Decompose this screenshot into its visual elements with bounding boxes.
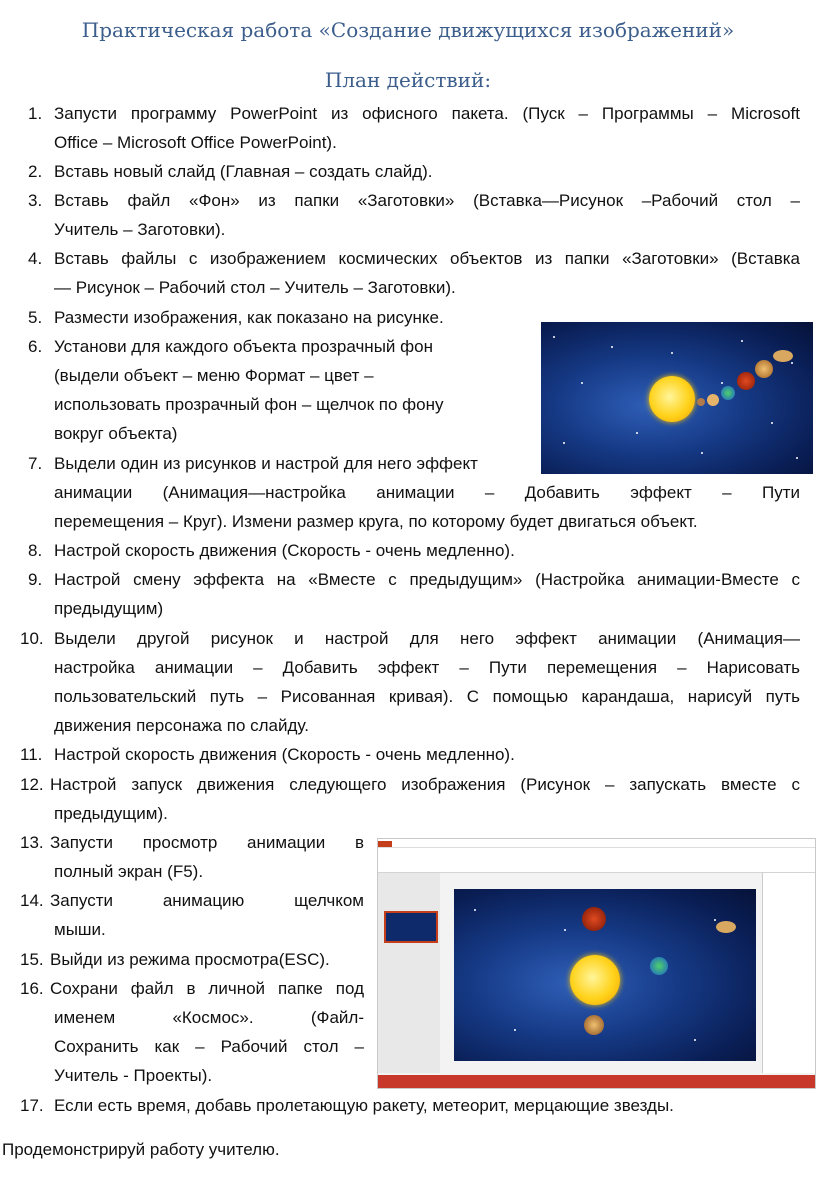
item-16-line-1: Сохрани файл в личной папке под: [50, 979, 364, 998]
plan-heading: План действий:: [324, 68, 492, 92]
item-7-line-3: перемещения – Круг). Измени размер круга, по которому будет двигаться объект.: [54, 512, 698, 531]
item-16-line-3: Сохранить как – Рабочий стол –: [54, 1037, 364, 1056]
item-6-line-1: Установи для каждого объекта прозрачный фон: [54, 337, 433, 356]
item-10-line-3: пользовательский путь – Рисованная кривая). С помощью карандаша, нарисуй путь: [54, 687, 800, 706]
item-10-line-1: Выдели другой рисунок и настрой для него эффект анимации (Анимация—: [54, 629, 800, 648]
item-number: 8.: [28, 541, 43, 560]
footer-note: Продемонстрируй работу учителю.: [2, 1140, 280, 1159]
mars-icon: [737, 372, 755, 390]
mercury-icon: [697, 398, 705, 406]
item-14-line-2: мыши.: [54, 920, 106, 939]
venus-icon: [707, 394, 719, 406]
item-number: 17.: [20, 1096, 44, 1115]
earth-icon: [721, 386, 735, 400]
item-2-line-1: Вставь новый слайд (Главная – создать слайд).: [54, 162, 433, 181]
item-number: 11.: [20, 745, 43, 764]
item-6-line-2: (выдели объект – меню Формат – цвет –: [54, 366, 374, 385]
item-13-line-1: Запусти просмотр анимации в: [50, 833, 364, 852]
item-number: 5.: [28, 308, 43, 327]
item-number: 12.: [20, 775, 44, 794]
item-number: 10.: [20, 629, 44, 648]
page-title: Практическая работа «Создание движущихся изображений»: [81, 18, 735, 42]
item-12-line-1: Настрой запуск движения следующего изображения (Рисунок – запускать вместе с: [50, 775, 800, 794]
item-10-line-2: настройка анимации – Добавить эффект – Пути перемещения – Нарисовать: [54, 658, 800, 677]
item-8-line-1: Настрой скорость движения (Скорость - очень медленно).: [54, 541, 515, 560]
item-13-line-2: полный экран (F5).: [54, 862, 204, 881]
saturn-icon: [773, 350, 793, 362]
item-4-line-2: — Рисунок – Рабочий стол – Учитель – Заготовки).: [54, 278, 456, 297]
sun-icon: [649, 376, 695, 422]
item-17-line-1: Если есть время, добавь пролетающую ракету, метеорит, мерцающие звезды.: [54, 1096, 674, 1115]
item-5-line-1: Размести изображения, как показано на рисунке.: [54, 308, 444, 327]
item-number: 9.: [28, 570, 43, 589]
item-1-line-2: Office – Microsoft Office PowerPoint).: [54, 133, 337, 152]
item-number: 3.: [28, 191, 43, 210]
item-14-line-1: Запусти анимацию щелчком: [50, 891, 364, 910]
item-16-line-2: именем «Космос». (Файл-: [54, 1008, 364, 1027]
item-number: 1.: [28, 104, 43, 123]
item-12-line-2: предыдущим).: [54, 804, 168, 823]
jupiter-icon: [755, 360, 773, 378]
item-4-line-1: Вставь файлы с изображением космических объектов из папки «Заготовки» (Вставка: [54, 249, 800, 268]
item-10-line-4: движения персонажа по слайду.: [54, 716, 309, 735]
item-9-line-1: Настрой смену эффекта на «Вместе с предыдущим» (Настройка анимации-Вместе с: [54, 570, 800, 589]
item-number: 13.: [20, 833, 44, 852]
powerpoint-screenshot: [377, 838, 816, 1089]
item-7-line-1: Выдели один из рисунков и настрой для него эффект: [54, 454, 478, 473]
item-1-line-1: Запусти программу PowerPoint из офисного пакета. (Пуск – Программы – Microsoft: [54, 104, 800, 123]
item-number: 4.: [28, 249, 43, 268]
item-6-line-4: вокруг объекта): [54, 424, 178, 443]
item-number: 7.: [28, 454, 43, 473]
item-number: 2.: [28, 162, 43, 181]
solar-system-image: [541, 322, 813, 474]
item-number: 6.: [28, 337, 43, 356]
item-number: 14.: [20, 891, 44, 910]
item-3-line-1: Вставь файл «Фон» из папки «Заготовки» (Вставка—Рисунок –Рабочий стол –: [54, 191, 800, 210]
item-number: 16.: [20, 979, 44, 998]
item-3-line-2: Учитель – Заготовки).: [54, 220, 226, 239]
item-number: 15.: [20, 950, 44, 969]
item-7-line-2: анимации (Анимация—настройка анимации – Добавить эффект – Пути: [54, 483, 800, 502]
item-6-line-3: использовать прозрачный фон – щелчок по фону: [54, 395, 444, 414]
item-16-line-4: Учитель - Проекты).: [54, 1066, 213, 1085]
item-15-line-1: Выйди из режима просмотра(ESC).: [50, 950, 330, 969]
item-9-line-2: предыдущим): [54, 599, 164, 618]
item-11-line-1: Настрой скорость движения (Скорость - очень медленно).: [54, 745, 515, 764]
